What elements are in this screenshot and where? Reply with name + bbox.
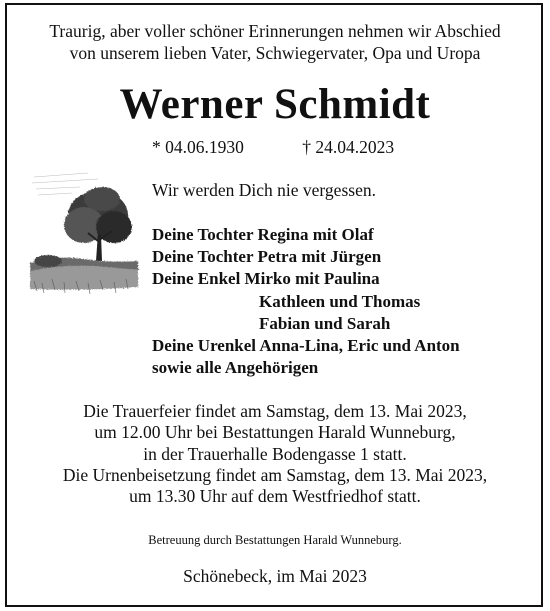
- funeral-home-note: Betreuung durch Bestattungen Harald Wunneburg.: [148, 533, 402, 547]
- ceremony-line: Die Urnenbeisetzung findet am Samstag, dem 13. Mai 2023,: [62, 464, 488, 485]
- life-dates: [152, 137, 394, 158]
- deceased-name: Werner Schmidt: [119, 81, 431, 128]
- mourner-line: Kathleen und Thomas: [259, 291, 421, 311]
- mourner-line: Fabian und Sarah: [259, 313, 391, 333]
- birth-date: * 04.06.1930: [152, 137, 244, 157]
- mourner-line: Deine Urenkel Anna-Lina, Eric und Anton: [152, 336, 460, 356]
- mourner-line: sowie alle Angehörigen: [152, 358, 319, 378]
- mourner-line: Deine Tochter Petra mit Jürgen: [152, 247, 382, 267]
- intro-line: Traurig, aber voller schöner Erinnerungen nehmen wir Abschied: [49, 21, 501, 41]
- mourners-list: [152, 224, 460, 379]
- death-date: † 24.04.2023: [302, 137, 395, 157]
- place-and-date: Schönebeck, im Mai 2023: [183, 566, 367, 586]
- intro-text: [0, 20, 550, 64]
- tree-landscape-image: [28, 163, 140, 299]
- ceremony-line: um 13.30 Uhr auf dem Westfriedhof statt.: [129, 486, 421, 507]
- ceremony-details: [0, 401, 550, 507]
- ceremony-line: Die Trauerfeier findet am Samstag, dem 13. Mai 2023,: [83, 401, 467, 421]
- memorial-quote: Wir werden Dich nie vergessen.: [152, 180, 376, 200]
- mourner-line: Deine Enkel Mirko mit Paulina: [152, 269, 380, 289]
- intro-line: von unserem lieben Vater, Schwiegervater, Opa und Uropa: [69, 43, 481, 63]
- ceremony-line: um 12.00 Uhr bei Bestattungen Harald Wunneburg,: [94, 422, 456, 443]
- mourner-line: Deine Tochter Regina mit Olaf: [152, 225, 374, 244]
- ceremony-line: in der Trauerhalle Bodengasse 1 statt.: [143, 443, 407, 464]
